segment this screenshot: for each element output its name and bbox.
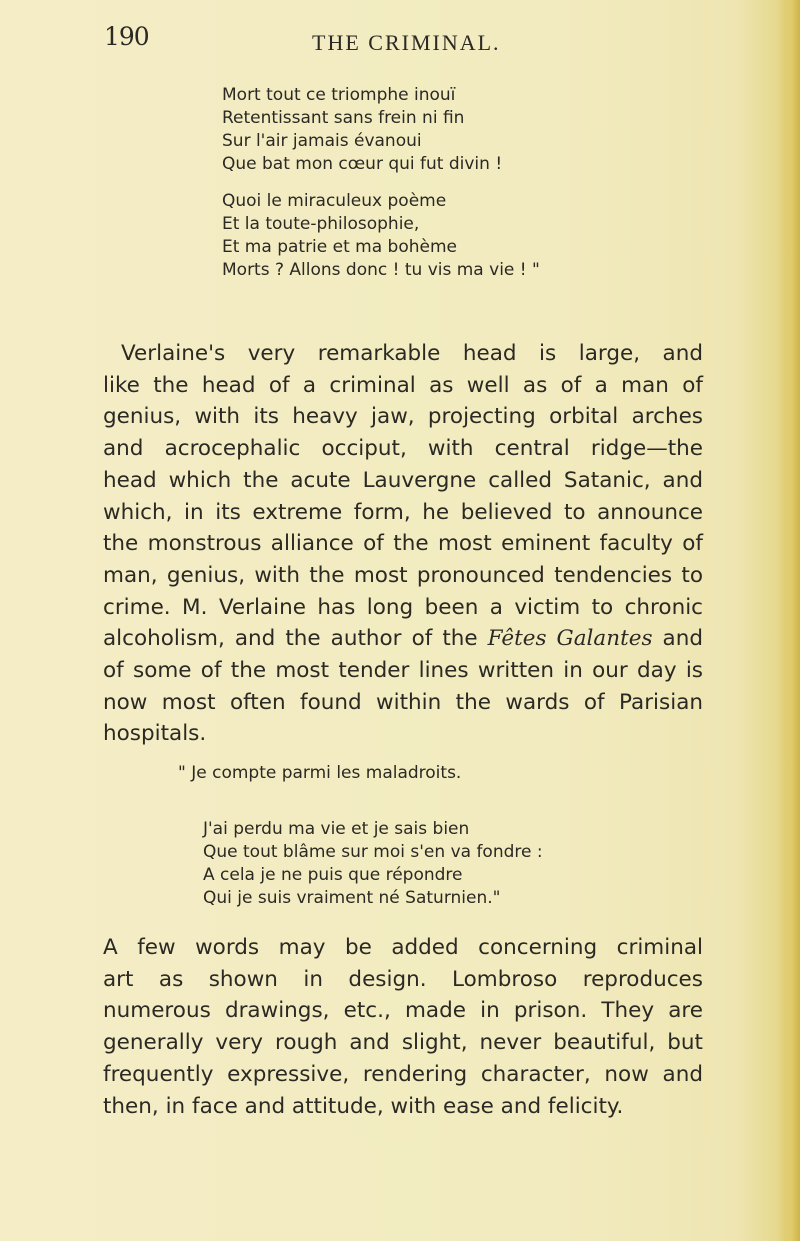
text-line: frequently expressive, rendering character, now and <box>103 1061 703 1087</box>
poem-line: Morts ? Allons donc ! tu vis ma vie ! " <box>222 260 540 280</box>
text-line: like the head of a criminal as well as of a man of <box>103 372 703 398</box>
paragraph-criminal-art <box>103 932 703 1122</box>
paragraph-verlaine <box>103 338 703 750</box>
text-line-with-title <box>103 623 703 655</box>
poem-line: " Je compte parmi les maladroits. <box>178 763 462 783</box>
book-title-fetes-galantes: Fêtes Galantes <box>487 626 653 652</box>
poem-line: J'ai perdu ma vie et je sais bien <box>203 819 470 839</box>
text-line: Verlaine's very remarkable head is large, and <box>121 341 703 366</box>
page-number: 190 <box>104 22 149 51</box>
text-line: then, in face and attitude, with ease and felicity. <box>103 1093 624 1119</box>
running-title: THE CRIMINAL. <box>312 30 501 55</box>
poem-stanza-2 <box>222 190 540 282</box>
poem-line: Que bat mon cœur qui fut divin ! <box>222 154 503 174</box>
poem-line: Que tout blâme sur moi s'en va fondre : <box>203 842 543 862</box>
poem-line: Retentissant sans frein ni fin <box>222 108 465 128</box>
text-line: A few words may be added concerning criminal <box>103 935 703 960</box>
text-fragment: and <box>652 626 703 652</box>
text-line: of some of the most tender lines written in our day is <box>103 658 703 684</box>
text-line: the monstrous alliance of the most eminent faculty of <box>103 531 703 557</box>
verse-quote-first-line <box>178 762 461 785</box>
text-fragment: alcoholism, and the author of the <box>103 626 488 652</box>
page-edge <box>778 0 800 1241</box>
poem-stanza-1 <box>222 84 502 176</box>
text-line: now most often found within the wards of Parisian <box>103 689 703 715</box>
poem-line: Quoi le miraculeux poème <box>222 191 447 211</box>
text-line: hospitals. <box>103 721 207 747</box>
poem-line: Et la toute-philosophie, <box>222 214 420 234</box>
poem-line: Mort tout ce triomphe inouï <box>222 85 456 105</box>
text-line: head which the acute Lauvergne called Satanic, and <box>103 467 703 493</box>
text-line: and acrocephalic occiput, with central ridge—the <box>103 436 703 462</box>
text-line: generally very rough and slight, never beautiful, but <box>103 1030 703 1056</box>
poem-line: Sur l'air jamais évanoui <box>222 131 422 151</box>
poem-line: A cela je ne puis que répondre <box>203 865 463 885</box>
page-header <box>0 22 800 62</box>
text-line: art as shown in design. Lombroso reproduces <box>103 966 703 992</box>
text-line: numerous drawings, etc., made in prison. They are <box>103 998 703 1024</box>
text-line: man, genius, with the most pronounced tendencies to <box>103 562 703 588</box>
poem-line: Qui je suis vraiment né Saturnien." <box>203 888 501 908</box>
text-line: crime. M. Verlaine has long been a victim to chronic <box>103 594 703 620</box>
text-line: genius, with its heavy jaw, projecting orbital arches <box>103 404 703 430</box>
poem-line: Et ma patrie et ma bohème <box>222 237 457 257</box>
text-line: which, in its extreme form, he believed to announce <box>103 499 703 525</box>
verse-quote <box>203 818 543 910</box>
